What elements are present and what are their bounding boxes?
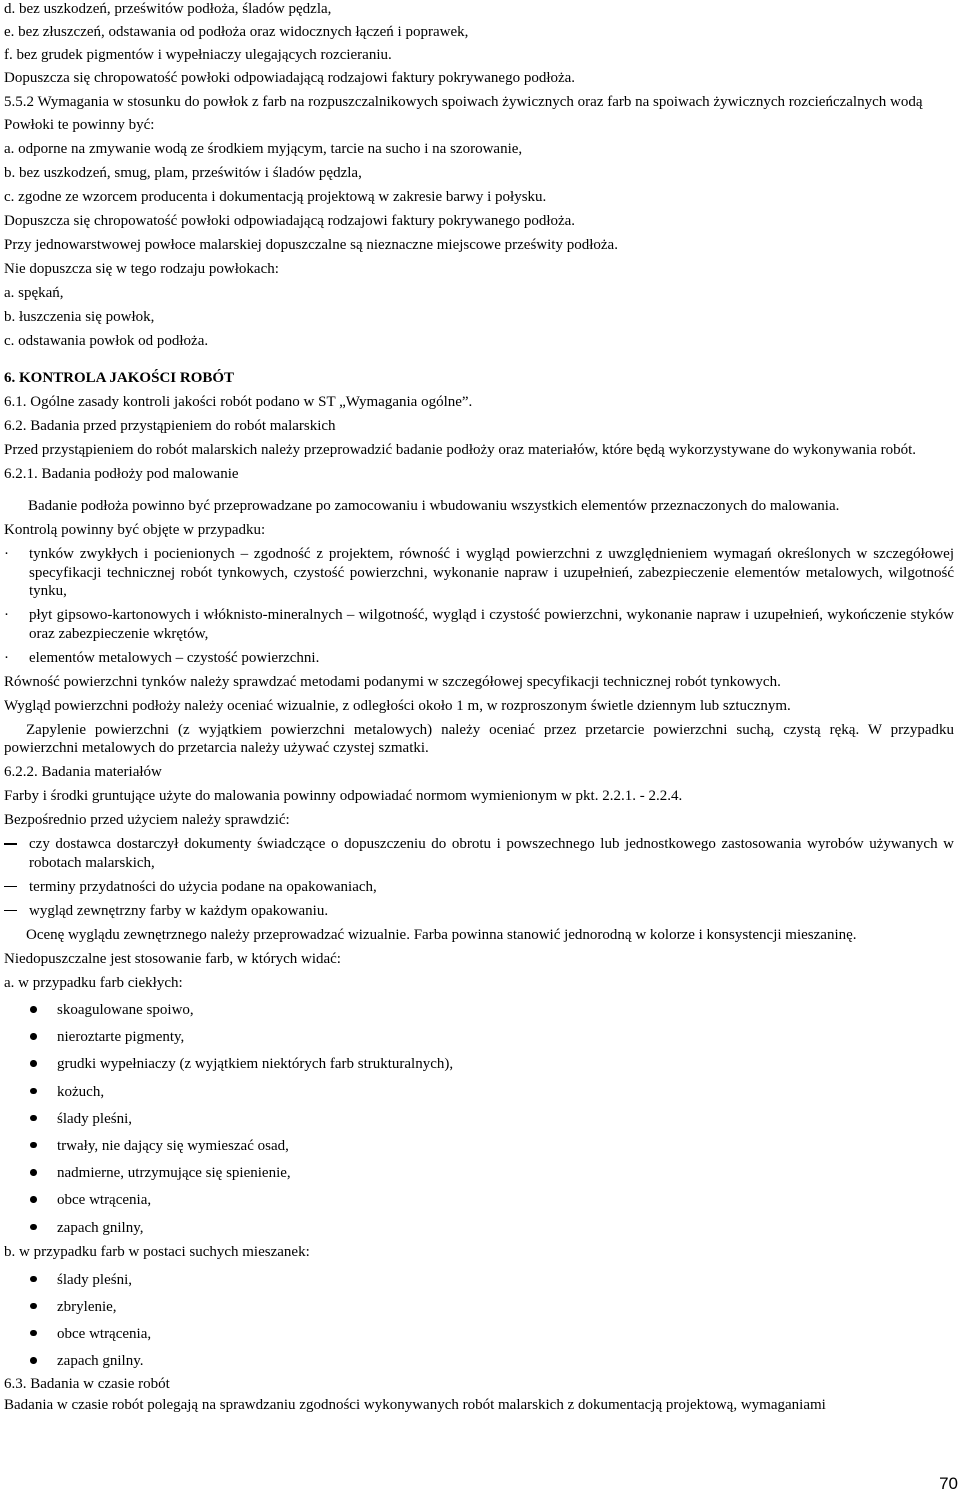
paragraph: Dopuszcza się chropowatość powłoki odpowiadającą rodzajowi faktury pokrywanego podłoża.: [4, 70, 576, 86]
list-item: zapach gnilny.: [4, 1352, 954, 1371]
paragraph: Przy jednowarstwowej powłoce malarskiej dopuszczalne są nieznaczne miejscowe prześwity podłoża.: [4, 237, 618, 253]
section-heading-6-2-2: 6.2.2. Badania materiałów: [4, 764, 162, 780]
section-heading-6-3: 6.3. Badania w czasie robót: [4, 1375, 170, 1392]
bullet-icon: [30, 1060, 37, 1067]
bullet-icon: [30, 1357, 37, 1364]
list-item: nieroztarte pigmenty,: [4, 1028, 954, 1047]
document-page: [4, 0, 954, 1420]
list-heading: a. w przypadku farb ciekłych:: [4, 974, 183, 991]
list-item: e. bez złuszczeń, odstawania od podłoża oraz widocznych łączeń i poprawek,: [4, 24, 469, 40]
paragraph: Równość powierzchni tynków należy sprawdzać metodami podanymi w szczegółowej specyfikacji technicznej robót tynkowych.: [4, 673, 781, 690]
list-item: nadmierne, utrzymujące się spienienie,: [4, 1164, 954, 1183]
section-heading-6: 6. KONTROLA JAKOŚCI ROBÓT: [4, 369, 235, 386]
list-item: zbrylenie,: [4, 1298, 954, 1317]
list-item: obce wtrącenia,: [4, 1191, 954, 1210]
list-item: · płyt gipsowo-kartonowych i włóknisto-mineralnych – wilgotność, wygląd i czystość powierzchni, wykonanie napraw i uzupełnień, wykończenie styków oraz zabezpieczenie wkrętów,: [4, 607, 954, 642]
list-item: ślady pleśni,: [4, 1271, 954, 1290]
bullet-icon: [30, 1196, 37, 1203]
dash-bullet-icon: [4, 910, 17, 912]
list-item: c. odstawania powłok od podłoża.: [4, 333, 209, 349]
bullet-icon: [30, 1115, 37, 1122]
paragraph: Przed przystąpieniem do robót malarskich należy przeprowadzić badanie podłoży oraz materiałów, które będą wykorzystywane do wykonywania robót.: [4, 441, 917, 458]
list-item: grudki wypełniaczy (z wyjątkiem niektórych farb strukturalnych),: [4, 1055, 954, 1074]
paragraph: Dopuszcza się chropowatość powłoki odpowiadającą rodzajowi faktury pokrywanego podłoża.: [4, 213, 576, 229]
dash-bullet-icon: [4, 843, 17, 845]
list-item: zapach gnilny,: [4, 1219, 954, 1238]
list-item: a. odporne na zmywanie wodą ze środkiem myjącym, tarcie na sucho i na szorowanie,: [4, 141, 523, 157]
list-item: obce wtrącenia,: [4, 1325, 954, 1344]
list-item: · tynków zwykłych i pocienionych – zgodność z projektem, równość i wygląd powierzchni z uwzględnieniem wymagań określonych w szczegółowej specyfikacji technicznej robót tynkowych, czystość powierzchni, wykonanie napraw i uzupełnień, zabezpieczenie elementów metalowych, wilgotność tynku,: [4, 546, 954, 599]
list-item: a. spękań,: [4, 285, 64, 301]
section-heading-5-5-2: 5.5.2 Wymagania w stosunku do powłok z farb na rozpuszczalnikowych spoiwach żywicznych oraz farb na spoiwach żywicznych rozcieńczalnych wodą: [4, 94, 923, 110]
bullet-icon: [30, 1330, 37, 1337]
list-item: b. łuszczenia się powłok,: [4, 309, 155, 325]
paragraph: Powłoki te powinny być:: [4, 117, 155, 133]
paragraph: Badania w czasie robót polegają na sprawdzaniu zgodności wykonywanych robót malarskich z dokumentacją projektową, wymaganiami: [4, 1397, 826, 1414]
list-item: skoagulowane spoiwo,: [4, 1001, 954, 1020]
section-heading-6-2-1: 6.2.1. Badania podłoży pod malowanie: [4, 465, 239, 482]
list-item: kożuch,: [4, 1083, 954, 1102]
bullet-icon: [30, 1276, 37, 1283]
paragraph: Badanie podłoża powinno być przeprowadzane po zamocowaniu i wbudowaniu wszystkich elementów przeznaczonych do malowania.: [28, 498, 840, 514]
bullet-dot-icon: ·: [4, 649, 9, 666]
list-item: · elementów metalowych – czystość powierzchni.: [4, 649, 320, 666]
list-item: c. zgodne ze wzorcem producenta i dokumentacją projektową w zakresie barwy i połysku.: [4, 189, 547, 205]
list-item: terminy przydatności do użycia podane na opakowaniach,: [4, 878, 954, 897]
bullet-dot-icon: ·: [4, 546, 9, 562]
bullet-icon: [30, 1169, 37, 1176]
list-item: d. bez uszkodzeń, prześwitów podłoża, śladów pędzla,: [4, 1, 332, 17]
page-number: 70: [939, 1474, 958, 1493]
paragraph: Zapylenie powierzchni (z wyjątkiem powierzchni metalowych) należy oceniać przez przetarcie powierzchni suchą, czystą ręką. W przypadku powierzchni metalowych do przetarcia należy używać czystej szmatki.: [4, 721, 954, 756]
list-item: f. bez grudek pigmentów i wypełniaczy ulegających rozcieraniu.: [4, 47, 392, 63]
paragraph: Ocenę wyglądu zewnętrznego należy przeprowadzać wizualnie. Farba powinna stanowić jednorodną w kolorze i konsystencji mieszaninę.: [26, 926, 857, 943]
paragraph: Niedopuszczalne jest stosowanie farb, w których widać:: [4, 950, 341, 967]
list-heading: b. w przypadku farb w postaci suchych mieszanek:: [4, 1244, 310, 1260]
paragraph: Farby i środki gruntujące użyte do malowania powinny odpowiadać normom wymienionym w pkt. 2.2.1. - 2.2.4.: [4, 788, 683, 804]
bullet-icon: [30, 1224, 37, 1231]
paragraph: Wygląd powierzchni podłoży należy oceniać wizualnie, z odległości około 1 m, w rozproszonym świetle dziennym lub sztucznym.: [4, 697, 791, 714]
section-heading-6-2: 6.2. Badania przed przystąpieniem do robót malarskich: [4, 417, 336, 434]
paragraph: Nie dopuszcza się w tego rodzaju powłokach:: [4, 261, 279, 277]
paragraph: Kontrolą powinny być objęte w przypadku:: [4, 522, 266, 538]
bullet-icon: [30, 1006, 37, 1013]
list-item: wygląd zewnętrzny farby w każdym opakowaniu.: [4, 902, 954, 921]
bullet-icon: [30, 1303, 37, 1310]
list-item: ślady pleśni,: [4, 1110, 954, 1129]
paragraph: Bezpośrednio przed użyciem należy sprawdzić:: [4, 812, 290, 828]
bullet-icon: [30, 1142, 37, 1149]
list-item: czy dostawca dostarczył dokumenty świadczące o dopuszczeniu do obrotu i powszechnego lub jednostkowego zastosowania wyrobów używanych w robotach malarskich,: [4, 835, 954, 872]
bullet-icon: [30, 1033, 37, 1040]
list-item: b. bez uszkodzeń, smug, plam, prześwitów i śladów pędzla,: [4, 165, 362, 181]
bullet-dot-icon: ·: [4, 607, 9, 623]
list-item: trwały, nie dający się wymieszać osad,: [4, 1137, 954, 1156]
bullet-icon: [30, 1088, 37, 1095]
paragraph-6-1: 6.1. Ogólne zasady kontroli jakości robót podano w ST „Wymagania ogólne”.: [4, 393, 473, 410]
dash-bullet-icon: [4, 886, 17, 888]
